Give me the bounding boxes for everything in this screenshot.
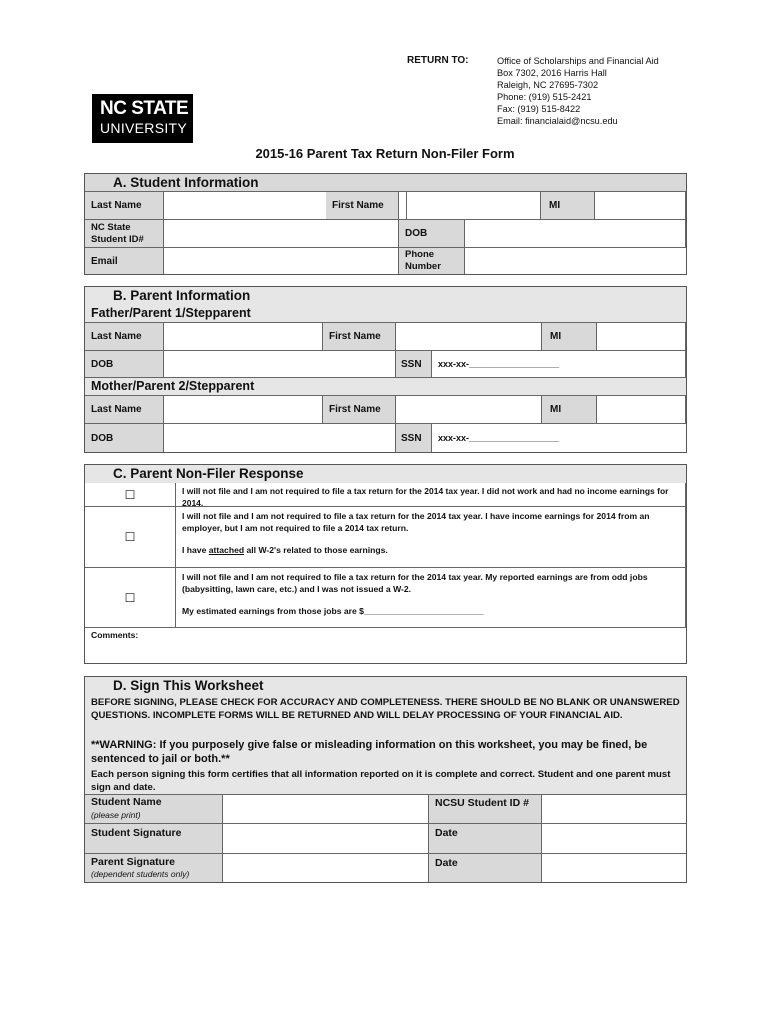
logo-line-1: NC STATE <box>100 98 189 119</box>
student-mi-label: MI <box>541 192 595 220</box>
comments-label: Comments: <box>91 630 139 640</box>
student-signature-field[interactable] <box>223 824 429 854</box>
parent2-first-name-field[interactable] <box>396 396 542 424</box>
parent-signature-label <box>85 854 223 882</box>
parent2-mi-label: MI <box>542 396 597 424</box>
option3-checkbox-cell <box>85 568 176 628</box>
section-b-heading: B. Parent Information <box>85 287 686 305</box>
option2-line2-post: all W-2's related to those earnings. <box>244 545 388 555</box>
address-line: Box 7302, 2016 Harris Hall <box>497 68 607 78</box>
option1-checkbox-cell <box>85 483 176 507</box>
parent1-first-name-field[interactable] <box>396 323 542 351</box>
parent1-mi-label: MI <box>542 323 597 351</box>
parent1-last-name-label: Last Name <box>85 323 164 351</box>
student-date-label: Date <box>429 824 542 854</box>
student-mi-field[interactable] <box>595 192 686 220</box>
parent2-first-name-label: First Name <box>323 396 396 424</box>
please-print-note: (please print) <box>91 810 141 820</box>
student-phone-label: Phone Number <box>399 248 465 274</box>
option1-text: I will not file and I am not required to file a tax return for the 2014 tax year. I did not work and had no income earnings for 2014. <box>176 483 686 507</box>
student-dob-field[interactable] <box>465 220 686 248</box>
parent1-heading: Father/Parent 1/Stepparent <box>85 305 686 323</box>
address-line: Fax: (919) 515-8422 <box>497 104 581 114</box>
comments-field[interactable] <box>85 628 686 663</box>
parent-signature-text: Parent Signature <box>91 856 176 868</box>
section-d-warning: **WARNING: If you purposely give false or misleading information on this worksheet, you may be fined, be sentenced to jail or both.** <box>91 739 648 765</box>
address-line: Phone: (919) 515-2421 <box>497 92 592 102</box>
student-name-label <box>85 794 223 824</box>
student-name-text: Student Name <box>91 796 162 808</box>
parent-signature-field[interactable] <box>223 854 429 882</box>
student-email-field[interactable] <box>164 248 399 274</box>
address-line: Office of Scholarships and Financial Aid <box>497 56 659 66</box>
parent2-last-name-label: Last Name <box>85 396 164 424</box>
parent1-mi-field[interactable] <box>597 323 686 351</box>
parent2-last-name-field[interactable] <box>164 396 323 424</box>
option2-line2-pre: I have <box>182 545 209 555</box>
option2-attached: attached <box>208 545 245 555</box>
parent-date-field[interactable] <box>542 854 686 882</box>
student-email-label: Email <box>85 248 164 274</box>
parent2-dob-field[interactable] <box>164 424 396 452</box>
student-id-label: NC State Student ID# <box>85 220 164 248</box>
form-title: 2015-16 Parent Tax Return Non-Filer Form <box>255 146 515 161</box>
parent2-ssn-field[interactable]: xxx-xx-__________________ <box>438 433 560 443</box>
parent1-last-name-field[interactable] <box>164 323 323 351</box>
parent2-mi-field[interactable] <box>597 396 686 424</box>
student-name-field[interactable] <box>223 794 429 824</box>
address-line: Raleigh, NC 27695-7302 <box>497 80 599 90</box>
option3-line1: I will not file and I am not required to file a tax return for the 2014 tax year. My reported earnings are from odd jobs (babysitting, lawn care, etc.) and I was not issued a W-2. <box>182 572 648 594</box>
option2-text <box>176 507 686 568</box>
logo-line-2: UNIVERSITY <box>100 120 188 136</box>
section-c-heading: C. Parent Non-Filer Response <box>85 465 686 483</box>
parent1-first-name-label: First Name <box>323 323 396 351</box>
parent1-ssn-field[interactable]: xxx-xx-__________________ <box>432 351 686 378</box>
address-line: Email: financialaid@ncsu.edu <box>497 116 618 126</box>
parent2-dob-label: DOB <box>85 424 164 452</box>
student-signature-label: Student Signature <box>85 824 223 854</box>
student-date-field[interactable] <box>542 824 686 854</box>
return-address <box>497 55 659 127</box>
student-first-name-label: First Name <box>326 192 399 220</box>
option2-checkbox-cell <box>85 507 176 568</box>
student-id-field[interactable] <box>164 220 399 248</box>
parent1-ssn-label: SSN <box>396 351 432 378</box>
parent-date-label: Date <box>429 854 542 882</box>
option2-line1: I will not file and I am not required to file a tax return for the 2014 tax year. I have income earnings for 2014 from an employer, but I am not required to file a 2014 tax return. <box>182 511 650 533</box>
parent2-ssn-label: SSN <box>396 424 432 452</box>
section-d-heading: D. Sign This Worksheet <box>113 678 264 693</box>
parent1-dob-label: DOB <box>85 351 164 378</box>
parent1-dob-field-cont[interactable] <box>325 351 396 378</box>
student-first-name-field[interactable] <box>399 192 541 220</box>
section-d-sign-worksheet <box>84 676 687 883</box>
parent2-heading: Mother/Parent 2/Stepparent <box>85 378 686 396</box>
dependent-only-note: (dependent students only) <box>91 869 190 879</box>
section-d-certify: Each person signing this form certifies that all information reported on it is complete and correct. Student and one parent must sign and date. <box>91 769 671 793</box>
section-a-student-information <box>84 173 687 275</box>
option1-checkbox[interactable]: ☐ <box>124 487 136 502</box>
section-b-parent-information <box>84 286 687 453</box>
section-c-non-filer-response <box>84 464 687 664</box>
student-dob-label: DOB <box>399 220 465 248</box>
section-a-heading: A. Student Information <box>85 174 686 192</box>
student-last-name-label: Last Name <box>85 192 164 220</box>
option2-checkbox[interactable]: ☐ <box>124 530 136 544</box>
nc-state-logo <box>92 94 193 143</box>
option3-checkbox[interactable]: ☐ <box>124 590 136 605</box>
return-to-label: RETURN TO: <box>407 55 469 66</box>
option3-line2[interactable]: My estimated earnings from those jobs are $_________________________ <box>182 606 484 616</box>
option2-line2 <box>182 544 679 556</box>
ncsu-id-label: NCSU Student ID # <box>429 794 542 824</box>
student-phone-field[interactable] <box>465 248 686 274</box>
option3-text <box>176 568 686 628</box>
ncsu-id-field[interactable] <box>542 794 686 824</box>
section-d-instructions: BEFORE SIGNING, PLEASE CHECK FOR ACCURACY AND COMPLETENESS. THERE SHOULD BE NO BLANK OR UNANSWERED QUESTIONS. INCOMPLETE FORMS WILL BE RETURNED AND WILL DELAY PROCESSING OF YOUR FINANCIAL AID. <box>91 697 680 721</box>
